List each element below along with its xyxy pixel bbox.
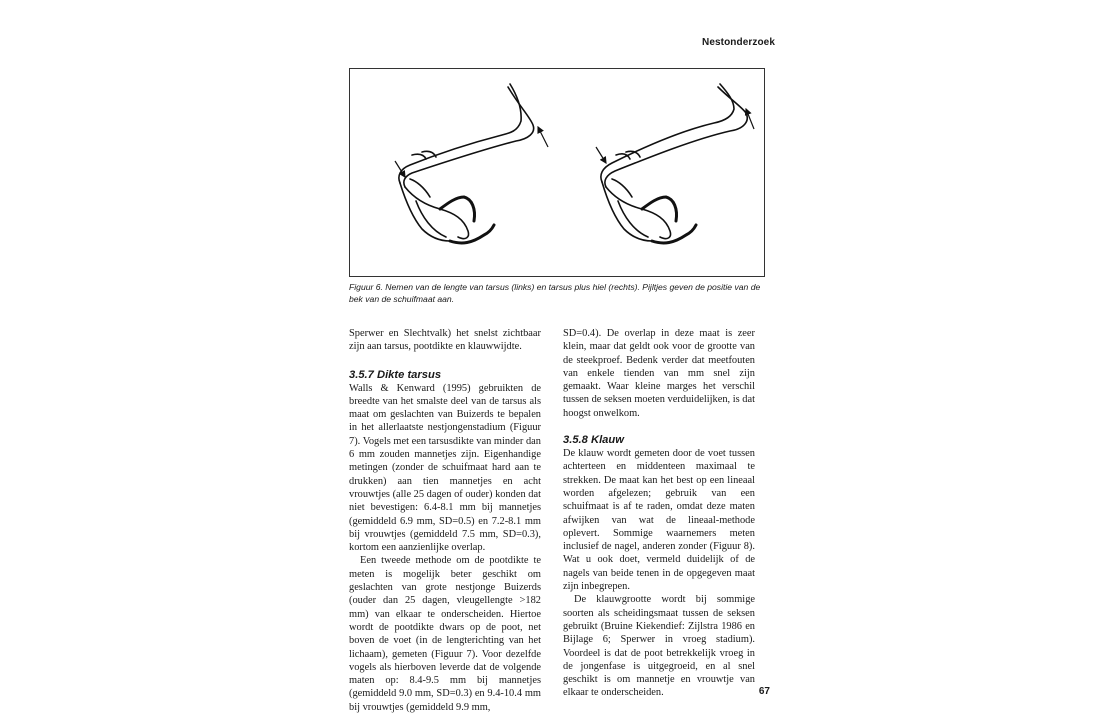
running-header: Nestonderzoek xyxy=(702,37,775,48)
page-number: 67 xyxy=(758,686,770,697)
paragraph-klauw-1: De klauw wordt gemeten door de voet tussen achterteen en middenteen maximaal te strekken. De maat kan het best op een lineaal worden afgelezen; gebruik van een schuifmaat is af te raden, omdat deze maten afwijken van wat de lineaal-methode oplevert. Sommige waarnemers meten inclusief de nagel, anderen zonder (Figuur 8). Wat u ook doet, vermeld duidelijk of de nagels van beide tenen in de opgegeven maat zijn inbegrepen. xyxy=(563,448,755,593)
left-upper-arrow-icon xyxy=(538,127,548,147)
section-title-dikte-tarsus: 3.5.7 Dikte tarsus xyxy=(349,368,442,381)
left-leg-drawing xyxy=(399,84,534,243)
figure-caption: Figuur 6. Nemen van de lengte van tarsus (links) en tarsus plus hiel (rechts). Pijltjes geven de positie van de bek van de schuifmaat aan. xyxy=(349,282,761,304)
paragraph-klauw-2: De klauwgrootte wordt bij sommige soorten als scheidingsmaat tussen de seksen gebruikt (Bruine Kiekendief: Zijlstra 1986 en Bijlage 6; Sperwer in vroeg stadium). Voordeel is dat de poot betrekkelijk vroeg in de jongenfase is uitgegroeid, en al snel geschikt is om mannetje en vrouwtje van elkaar te onderscheiden. xyxy=(563,594,755,699)
right-column xyxy=(563,327,755,700)
right-lower-arrow-icon xyxy=(596,147,606,163)
figure-6-illustration xyxy=(349,68,765,277)
paragraph-tarsus-1: Walls & Kenward (1995) gebruikten de breedte van het smalste deel van de tarsus als maat om geslachten van Buizerds te bepalen in het allerlaatste nestjongenstadium (Figuur 7). Vogels met een tarsusdikte van minder dan 6 mm zouden mannetjes zijn. Eigenhandige metingen (zonder de schuifmaat hard aan te drukken) aan tien mannetjes en acht vrouwtjes (alle 25 dagen of ouder) konden dat niet bevestigen: 6.4-8.1 mm bij mannetjes (gemiddeld 6.9 mm, SD=0.5) en 7.2-8.1 mm bij vrouwtjes (gemiddeld 7.5 mm, SD=0.3), kortom een aanzienlijke overlap. xyxy=(349,382,541,554)
section-title-klauw: 3.5.8 Klauw xyxy=(563,434,624,447)
paragraph-continued: SD=0.4). De overlap in deze maat is zeer klein, maar dat geldt ook voor de grootte van de steekproef. Bedenk verder dat meetfouten van enkele tienden van mm snel zijn gemaakt. Waar kleine marges het verschil tussen de seksen moeten verduidelijken, is dat hoogst onwelkom. xyxy=(563,328,755,419)
intro-paragraph: Sperwer en Slechtvalk) het snelst zichtbaar zijn aan tarsus, pootdikte en klauwwijdte. xyxy=(349,328,541,353)
bird-leg-drawings xyxy=(350,69,764,276)
left-column xyxy=(349,327,541,714)
right-leg-drawing xyxy=(601,84,747,243)
paragraph-tarsus-2: Een tweede methode om de pootdikte te meten is mogelijk beter geschikt om geslachten van grote nestjonge Buizerds (ouder dan 25 dagen, vleugellengte >182 mm) van elkaar te onderscheiden. Hiertoe wordt de pootdikte dwars op de poot, net boven de voet (in de lengterichting van het lichaam), gemeten (Figuur 7). Voor dezelfde vogels als hierboven leverde dat de volgende maten op: 8.4-9.5 mm bij mannetjes (gemiddeld 9.0 mm, SD=0.3) en 9.4-10.4 mm bij vrouwtjes (gemiddeld 9.9 mm, xyxy=(349,555,541,713)
